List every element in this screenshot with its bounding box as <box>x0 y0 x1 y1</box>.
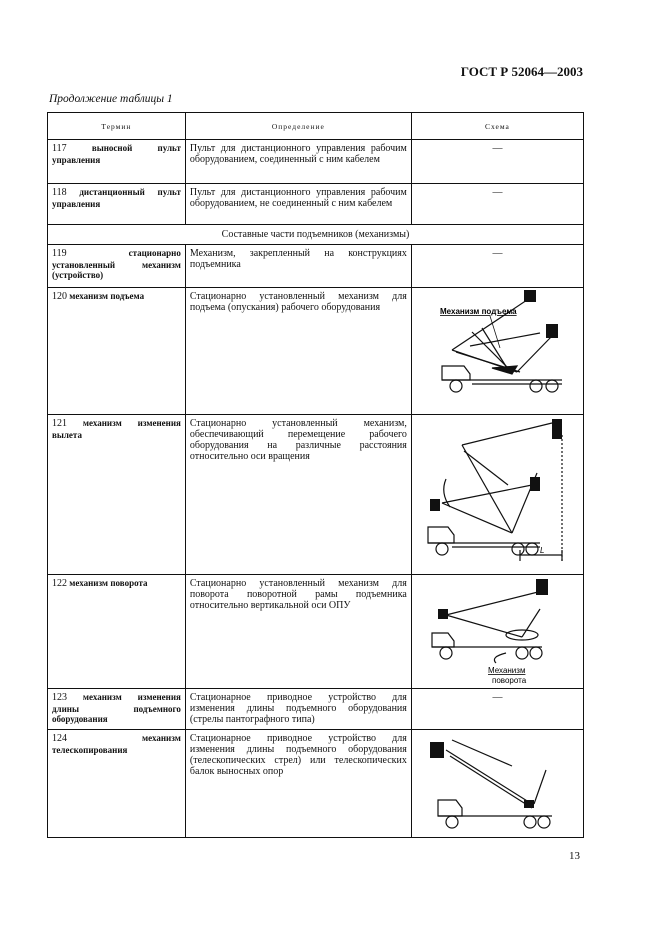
section-row <box>48 225 584 245</box>
table-row <box>48 288 584 415</box>
term-cell <box>48 184 186 225</box>
definition-cell: Стационарно установленный механизм, обеспечивающий перемещение рабочего оборудования на различные расстояния относительно оси вращения <box>185 415 411 575</box>
section-title: Составные части подъемников (механизмы) <box>48 225 584 245</box>
term-text: механизм изменения вылета <box>52 418 181 440</box>
column-header-definition: Определение <box>185 113 411 140</box>
scheme-cell: — <box>411 184 583 225</box>
term-cell <box>48 245 186 288</box>
term-number: 123 <box>52 692 67 703</box>
scheme-label: Механизм подъема <box>439 307 517 316</box>
scheme-cell: — <box>411 689 583 730</box>
term-cell <box>48 415 186 575</box>
table-row <box>48 184 584 225</box>
scheme-cell <box>411 730 583 838</box>
definition-cell: Стационарное приводное устройство для изменения длины подъемного оборудования (стрелы пантографного типа) <box>185 689 411 730</box>
term-cell <box>48 575 186 689</box>
term-number: 121 <box>52 418 67 429</box>
definition-cell: Стационарное приводное устройство для изменения длины подъемного оборудования (телескопических стрел) или телескопических балок выносных опор <box>185 730 411 838</box>
definition-cell: Стационарно установленный механизм для поворота поворотной рамы подъемника относительно вертикальной оси ОПУ <box>185 575 411 689</box>
term-text: механизм подъема <box>69 291 145 301</box>
definition-cell: Механизм, закрепленный на конструкциях подъемника <box>185 245 411 288</box>
document-code: ГОСТ Р 52064—2003 <box>460 64 583 79</box>
telescoping-diagram <box>412 730 578 836</box>
slewing-mechanism-diagram <box>412 575 578 687</box>
definition-cell: Стационарно установленный механизм для подъема (опускания) рабочего оборудования <box>185 288 411 415</box>
definition-cell: Пульт для дистанционного управления рабочим оборудованием, не соединенный с ним кабелем <box>185 184 411 225</box>
term-text: стационарно установленный механизм (устройство) <box>52 248 181 280</box>
table-row <box>48 730 584 838</box>
term-text: механизм телескопирования <box>52 733 181 755</box>
term-number: 119 <box>52 248 67 259</box>
column-header-terms: Термин <box>48 113 186 140</box>
table-row <box>48 415 584 575</box>
column-header-scheme: Схема <box>411 113 583 140</box>
term-number: 117 <box>52 143 67 154</box>
term-cell <box>48 140 186 184</box>
reach-change-diagram <box>412 415 578 573</box>
lift-mechanism-diagram <box>412 288 578 414</box>
scheme-label-2: поворота <box>491 676 527 685</box>
scheme-cell: — <box>411 245 583 288</box>
page-number: 13 <box>569 850 580 862</box>
scheme-cell <box>411 575 583 689</box>
term-text: дистанционный пульт управления <box>52 187 181 209</box>
term-text: механизм изменения длины подъемного оборудования <box>52 692 181 724</box>
table-row <box>48 575 584 689</box>
table-row <box>48 689 584 730</box>
term-number: 120 <box>52 291 67 302</box>
term-number: 118 <box>52 187 67 198</box>
table-row <box>48 140 584 184</box>
table-row <box>48 245 584 288</box>
terms-table <box>47 112 584 838</box>
table-header-row <box>48 113 584 140</box>
term-text: выносной пульт управления <box>52 143 181 165</box>
term-text: механизм поворота <box>69 578 148 588</box>
term-cell <box>48 730 186 838</box>
scheme-label-1: Механизм <box>487 666 526 675</box>
definition-cell: Пульт для дистанционного управления рабочим оборудованием, соединенный с ним кабелем <box>185 140 411 184</box>
term-cell <box>48 689 186 730</box>
scheme-label: L <box>539 546 545 555</box>
scheme-cell: — <box>411 140 583 184</box>
term-cell <box>48 288 186 415</box>
table-caption: Продолжение таблицы 1 <box>49 93 173 105</box>
term-number: 122 <box>52 578 67 589</box>
scheme-cell <box>411 415 583 575</box>
term-number: 124 <box>52 733 67 744</box>
scheme-cell <box>411 288 583 415</box>
